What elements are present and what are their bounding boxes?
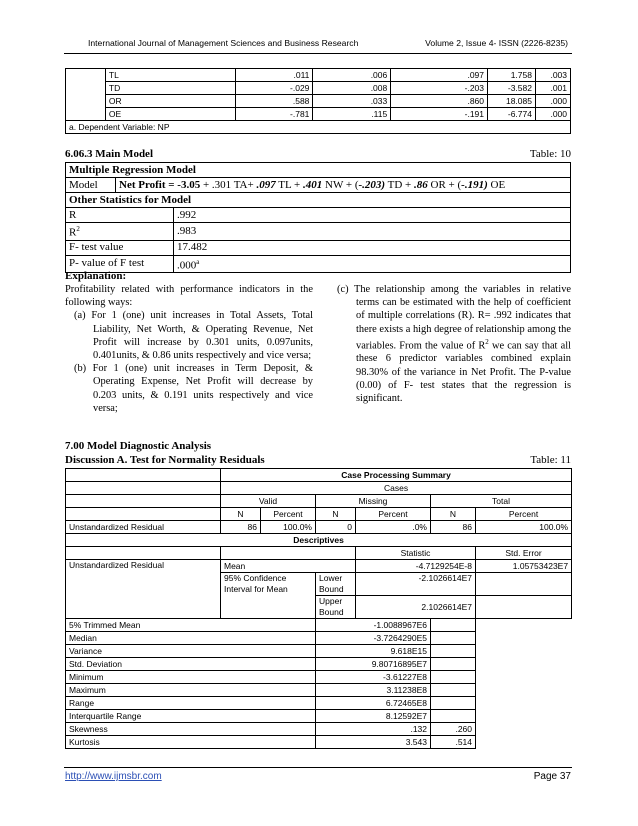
- coef-variable: OE: [105, 108, 235, 121]
- explanation-left-column: [65, 283, 313, 415]
- coef-value: -.203: [391, 82, 488, 95]
- desc-row-se: [431, 632, 476, 645]
- table10-label: Table: 10: [529, 148, 571, 160]
- desc-row-se: [431, 710, 476, 723]
- desc-row-label: Variance: [66, 645, 316, 658]
- r2-value: .983: [174, 223, 571, 241]
- desc-row-se: .514: [431, 736, 476, 749]
- desc-row-label: Range: [66, 697, 316, 710]
- desc-row-stat: -3.7264290E5: [316, 632, 431, 645]
- coef-value: .003: [535, 69, 570, 82]
- desc-row: [66, 684, 572, 697]
- cps-total-n: 86: [431, 521, 476, 534]
- coef-row: [66, 69, 571, 82]
- desc-mean-se: 1.05753423E7: [476, 560, 572, 573]
- r-label: R: [66, 208, 174, 223]
- coef-footnote: a. Dependent Variable: NP: [66, 121, 571, 134]
- desc-stderr-header: Std. Error: [476, 547, 572, 560]
- desc-row-se: [431, 619, 476, 632]
- journal-link[interactable]: http://www.ijmsbr.com: [65, 771, 162, 782]
- regression-equation: Net Profit = -3.05 + .301 TA+ .097 TL + .401 NW + (-.203) TD + .86 OR + (-.191) OE: [116, 178, 571, 193]
- coef-row: [66, 95, 571, 108]
- desc-row-stat: 9.618E15: [316, 645, 431, 658]
- cps-valid-n: 86: [221, 521, 261, 534]
- desc-row-stat: 3.11238E8: [316, 684, 431, 697]
- desc-row-se: [431, 697, 476, 710]
- desc-row-label: 5% Trimmed Mean: [66, 619, 316, 632]
- diagnostic-heading: 7.00 Model Diagnostic Analysis: [65, 440, 212, 452]
- cps-percent: Percent: [261, 508, 316, 521]
- table11-label: Table: 11: [530, 454, 571, 466]
- main-model-table: [65, 162, 571, 273]
- coef-variable: TL: [105, 69, 235, 82]
- running-header: [88, 38, 568, 48]
- cps-percent: Percent: [356, 508, 431, 521]
- point-c: (c) The relationship among the variables in relative terms can be estimated with the help of coefficient of multiple correlations (R). R= .992 indicates that there exists a high degree of relationship among the variables. From the value of $R^2$ we can say that all these 6 predictor variables combined explain 98.30% of the variance in Net Profit. The P-value (0.00) of F- test states that the regression is significant.: [337, 284, 572, 405]
- p-label: P- value of F test: [66, 255, 174, 273]
- coef-value: .006: [313, 69, 391, 82]
- desc-row-stat: 8.12592E7: [316, 710, 431, 723]
- point-a: (a) For 1 (one) unit increases in Total Assets, Total Liability, Net Worth, & Operating Revenue, Net Profit will increase by 0.301 units, 0.097units, 0.401units, & 0.86 units respectively and vice versa;: [74, 310, 313, 362]
- coefficients-table: [65, 68, 571, 134]
- desc-row-label: Interquartile Range: [66, 710, 316, 723]
- desc-row-se: [431, 684, 476, 697]
- explanation-right-column: [328, 283, 571, 405]
- r-value: .992: [174, 208, 571, 223]
- cps-missing: Missing: [316, 495, 431, 508]
- desc-row-label: Median: [66, 632, 316, 645]
- cps-valid-pct: 100.0%: [261, 521, 316, 534]
- coef-row: [66, 82, 571, 95]
- desc-row-label: Skewness: [66, 723, 316, 736]
- desc-mean-stat: -4.7129254E-8: [356, 560, 476, 573]
- spss-output-table: [65, 468, 572, 749]
- desc-row: [66, 632, 572, 645]
- desc-statistic-header: Statistic: [356, 547, 476, 560]
- desc-row-stat: 9.80716895E7: [316, 658, 431, 671]
- desc-row: [66, 619, 572, 632]
- cps-n: N: [431, 508, 476, 521]
- desc-row: [66, 697, 572, 710]
- coef-value: -.781: [235, 108, 313, 121]
- coef-value: .000: [535, 95, 570, 108]
- cps-missing-pct: .0%: [356, 521, 431, 534]
- header-rule: [64, 53, 572, 54]
- point-b: (b) For 1 (one) unit increases in Term Deposit, & Operating Expense, Net Profit will decrease by 0.203 units, & 0.191 units respectively and vice versa;: [74, 363, 313, 414]
- cps-cases: Cases: [221, 482, 572, 495]
- desc-row-stat: 3.543: [316, 736, 431, 749]
- coef-spacer: [66, 69, 106, 121]
- coef-value: 18.085: [488, 95, 536, 108]
- model-label: Model: [66, 178, 116, 193]
- page-footer: [65, 771, 571, 782]
- coef-variable: TD: [105, 82, 235, 95]
- normality-subheading: Discussion A. Test for Normality Residuals: [65, 454, 265, 466]
- footer-rule: [64, 767, 572, 768]
- coef-value: 1.758: [488, 69, 536, 82]
- f-label: F- test value: [66, 240, 174, 255]
- coef-value: .001: [535, 82, 570, 95]
- desc-ci-label: 95% Confidence Interval for Mean: [221, 573, 316, 619]
- desc-row-label: Maximum: [66, 684, 316, 697]
- journal-name: International Journal of Management Sciences and Business Research: [88, 38, 359, 48]
- desc-row-se: .260: [431, 723, 476, 736]
- cps-title: Case Processing Summary: [221, 469, 572, 482]
- desc-row-label: Std. Deviation: [66, 658, 316, 671]
- coef-value: -6.774: [488, 108, 536, 121]
- cps-percent: Percent: [476, 508, 572, 521]
- coef-value: .033: [313, 95, 391, 108]
- desc-row-stat: -1.0088967E6: [316, 619, 431, 632]
- f-value: 17.482: [174, 240, 571, 255]
- mrm-title: Multiple Regression Model: [66, 163, 571, 178]
- desc-row: [66, 736, 572, 749]
- desc-row-stat: .132: [316, 723, 431, 736]
- coef-variable: OR: [105, 95, 235, 108]
- desc-row: [66, 671, 572, 684]
- desc-row-label: Minimum: [66, 671, 316, 684]
- desc-lower-stat: -2.1026614E7: [356, 573, 476, 596]
- desc-row-se: [431, 658, 476, 671]
- cps-total-pct: 100.0%: [476, 521, 572, 534]
- cps-total: Total: [431, 495, 572, 508]
- coef-value: .115: [313, 108, 391, 121]
- desc-row: [66, 723, 572, 736]
- cps-row-label: Unstandardized Residual: [66, 521, 221, 534]
- other-stats-title: Other Statistics for Model: [66, 193, 571, 208]
- desc-row-stat: -3.61227E8: [316, 671, 431, 684]
- desc-row: [66, 645, 572, 658]
- coef-value: .588: [235, 95, 313, 108]
- desc-row-se: [431, 645, 476, 658]
- coef-row: [66, 108, 571, 121]
- coef-value: .011: [235, 69, 313, 82]
- desc-row: [66, 710, 572, 723]
- main-model-heading: 6.06.3 Main Model: [65, 148, 153, 160]
- explanation-heading: Explanation:: [65, 270, 127, 282]
- coef-value: .097: [391, 69, 488, 82]
- desc-title: Descriptives: [66, 534, 572, 547]
- desc-row-label: Kurtosis: [66, 736, 316, 749]
- desc-lower-label: Lower Bound: [316, 573, 356, 596]
- coef-value: -.029: [235, 82, 313, 95]
- coef-value: .008: [313, 82, 391, 95]
- desc-mean-label: Mean: [221, 560, 356, 573]
- desc-upper-stat: 2.1026614E7: [356, 596, 476, 619]
- desc-row: [66, 658, 572, 671]
- coef-value: -3.582: [488, 82, 536, 95]
- cps-n: N: [316, 508, 356, 521]
- r2-label: $R^2$: [66, 223, 174, 241]
- explanation-intro: Profitability related with performance indicators in the following ways:: [65, 284, 313, 309]
- coef-value: -.191: [391, 108, 488, 121]
- cps-missing-n: 0: [316, 521, 356, 534]
- desc-row-stat: 6.72465E8: [316, 697, 431, 710]
- coef-value: .860: [391, 95, 488, 108]
- coef-value: .000: [535, 108, 570, 121]
- desc-row-se: [431, 671, 476, 684]
- cps-n: N: [221, 508, 261, 521]
- p-value: .000$^a$: [174, 255, 571, 273]
- desc-variable: Unstandardized Residual: [66, 560, 221, 619]
- cps-valid: Valid: [221, 495, 316, 508]
- page-number: Page 37: [533, 771, 571, 782]
- issue-info: Volume 2, Issue 4- ISSN (2226-8235): [425, 38, 568, 48]
- desc-upper-label: Upper Bound: [316, 596, 356, 619]
